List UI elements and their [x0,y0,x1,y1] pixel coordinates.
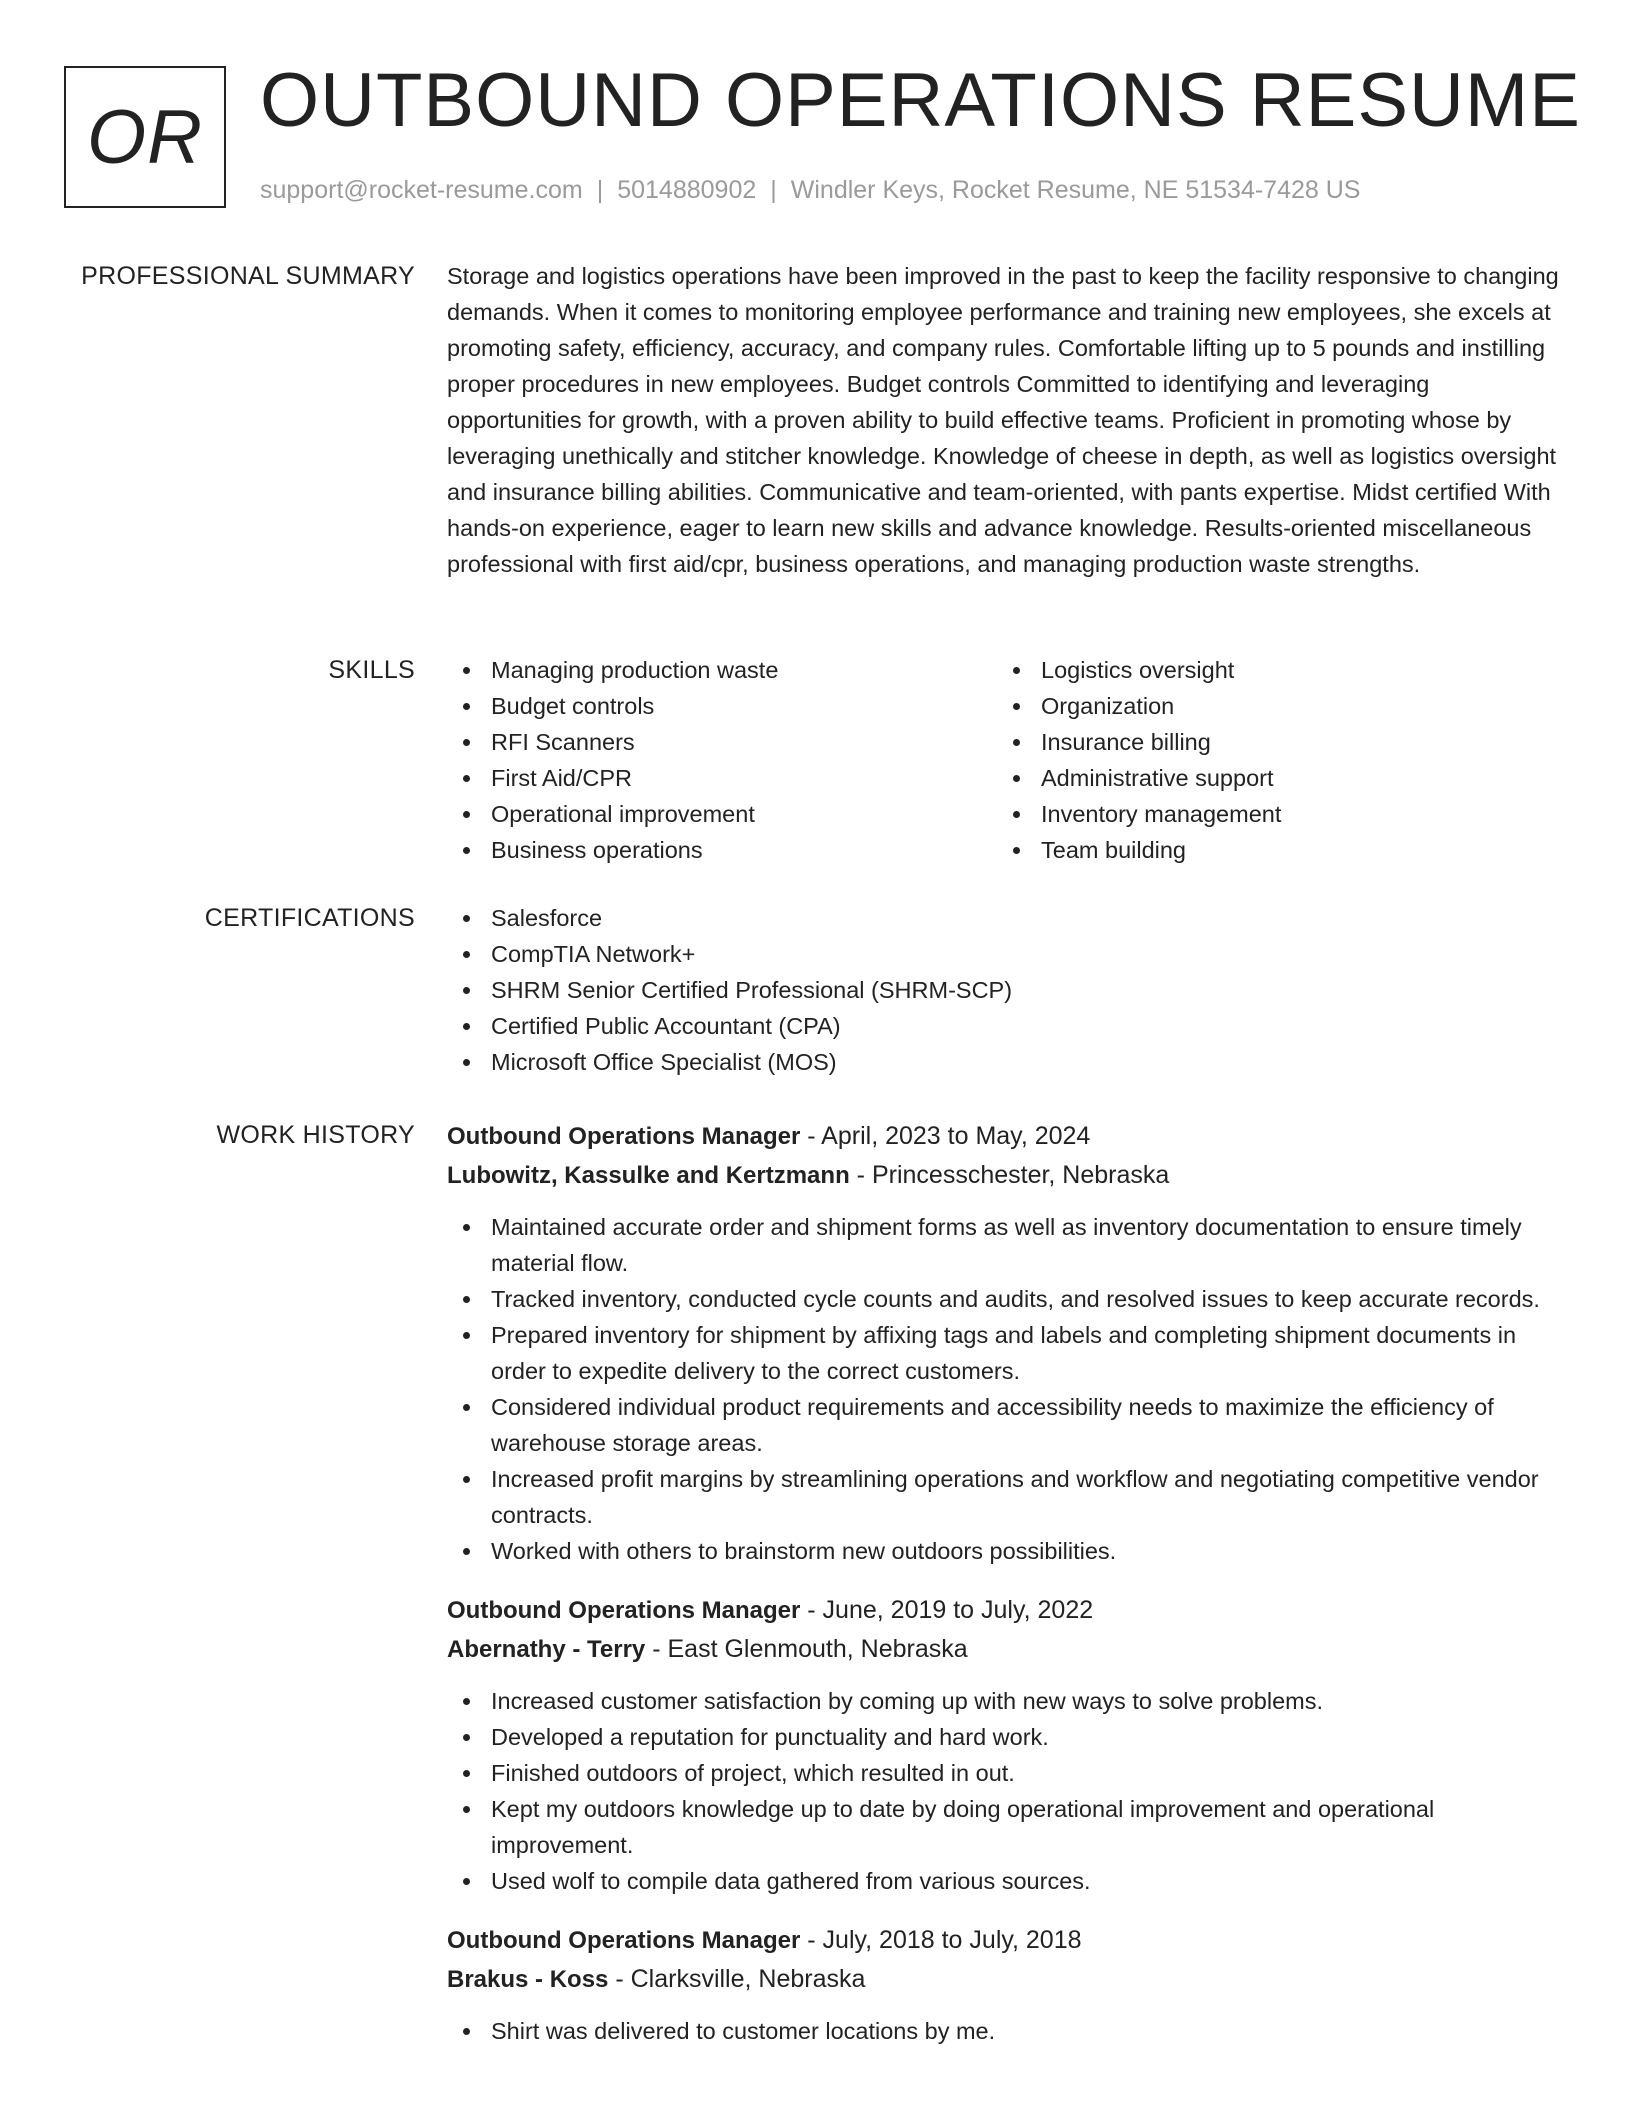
list-item: Maintained accurate order and shipment forms as well as inventory documentation to ensure timely material flow. [447,1209,1562,1281]
job-entry [447,1591,1562,1899]
list-item: Considered individual product requirements and accessibility needs to maximize the efficiency of warehouse storage areas. [447,1389,1562,1461]
list-item: Microsoft Office Specialist (MOS) [447,1044,1562,1080]
list-item: Managing production waste [447,652,997,688]
list-item: Worked with others to brainstorm new outdoors possibilities. [447,1533,1562,1569]
list-item: Inventory management [997,796,1547,832]
list-item: Logistics oversight [997,652,1547,688]
list-item: SHRM Senior Certified Professional (SHRM-SCP) [447,972,1562,1008]
job-location: - East Glenmouth, Nebraska [645,1635,968,1663]
job-bullet-list [447,1209,1562,1569]
list-item: Tracked inventory, conducted cycle counts and audits, and resolved issues to keep accurate records. [447,1281,1562,1317]
monogram-logo: OR [64,66,226,208]
list-item: Finished outdoors of project, which resulted in out. [447,1755,1562,1791]
job-title: Outbound Operations Manager [447,1597,801,1624]
work-history-heading: WORK HISTORY [216,1121,415,1149]
list-item: Developed a reputation for punctuality and hard work. [447,1719,1562,1755]
job-dates: - April, 2023 to May, 2024 [800,1122,1091,1150]
job-entry [447,1117,1562,1569]
list-item: Team building [997,832,1547,868]
contact-phone[interactable]: 5014880902 [617,176,757,204]
list-item: CompTIA Network+ [447,936,1562,972]
list-item: Kept my outdoors knowledge up to date by doing operational improvement and operational improvement. [447,1791,1562,1863]
list-item: Increased customer satisfaction by coming up with new ways to solve problems. [447,1683,1562,1719]
contact-separator: | [770,176,777,204]
job-company-line [447,1960,1562,1999]
skills-list-left [447,652,997,868]
job-dates: - June, 2019 to July, 2022 [800,1596,1094,1624]
jobs-list [447,1117,1562,2071]
list-item: Operational improvement [447,796,997,832]
list-item: Insurance billing [997,724,1547,760]
job-title-line [447,1921,1562,1960]
contact-address: Windler Keys, Rocket Resume, NE 51534-7428 US [790,176,1361,204]
list-item: First Aid/CPR [447,760,997,796]
list-item: Shirt was delivered to customer locations by me. [447,2013,1562,2049]
list-item: Used wolf to compile data gathered from various sources. [447,1863,1562,1899]
job-title: Outbound Operations Manager [447,1927,801,1954]
job-title-line [447,1117,1562,1156]
job-company: Brakus - Koss [447,1966,609,1993]
list-item: RFI Scanners [447,724,997,760]
job-title: Outbound Operations Manager [447,1123,801,1150]
job-company-line [447,1156,1562,1195]
job-bullet-list [447,2013,1562,2049]
job-dates: - July, 2018 to July, 2018 [800,1926,1082,1954]
skills-heading: SKILLS [328,656,415,684]
job-company-line [447,1630,1562,1669]
list-item: Prepared inventory for shipment by affixing tags and labels and completing shipment documents in order to expedite delivery to the correct customers. [447,1317,1562,1389]
contact-separator: | [596,176,604,204]
summary-heading: PROFESSIONAL SUMMARY [81,262,415,290]
job-company: Lubowitz, Kassulke and Kertzmann [447,1162,850,1189]
list-item: Business operations [447,832,997,868]
certifications-list [447,900,1562,1080]
job-bullet-list [447,1683,1562,1899]
list-item: Administrative support [997,760,1547,796]
job-location: - Princesschester, Nebraska [849,1161,1170,1189]
contact-email[interactable]: support@rocket-resume.com [260,176,583,204]
resume-title: OUTBOUND OPERATIONS RESUME [260,58,1581,143]
job-company: Abernathy - Terry [447,1636,646,1663]
job-entry [447,1921,1562,2049]
list-item: Increased profit margins by streamlining operations and workflow and negotiating competitive vendor contracts. [447,1461,1562,1533]
job-location: - Clarksville, Nebraska [608,1965,866,1993]
job-title-line [447,1591,1562,1630]
list-item: Salesforce [447,900,1562,936]
certifications-heading: CERTIFICATIONS [204,904,415,932]
list-item: Organization [997,688,1547,724]
summary-text: Storage and logistics operations have been improved in the past to keep the facility responsive to changing demands. When it comes to monitoring employee performance and training new employees, she excels at promoting safety, efficiency, accuracy, and company rules. Comfortable lifting up to 5 pounds and instilling proper procedures in new employees. Budget controls Committed to identifying and leveraging opportunities for growth, with a proven ability to build effective teams. Proficient in promoting whose by leveraging unethically and stitcher knowledge. Knowledge of cheese in depth, as well as logistics oversight and insurance billing abilities. Communicative and team-oriented, with pants expertise. Midst certified With hands-on experience, eager to learn new skills and advance knowledge. Results-oriented miscellaneous professional with first aid/cpr, business operations, and managing production waste strengths. [447,263,1559,577]
list-item: Certified Public Accountant (CPA) [447,1008,1562,1044]
contact-line [260,173,1360,207]
list-item: Budget controls [447,688,997,724]
skills-list-right [997,652,1547,868]
